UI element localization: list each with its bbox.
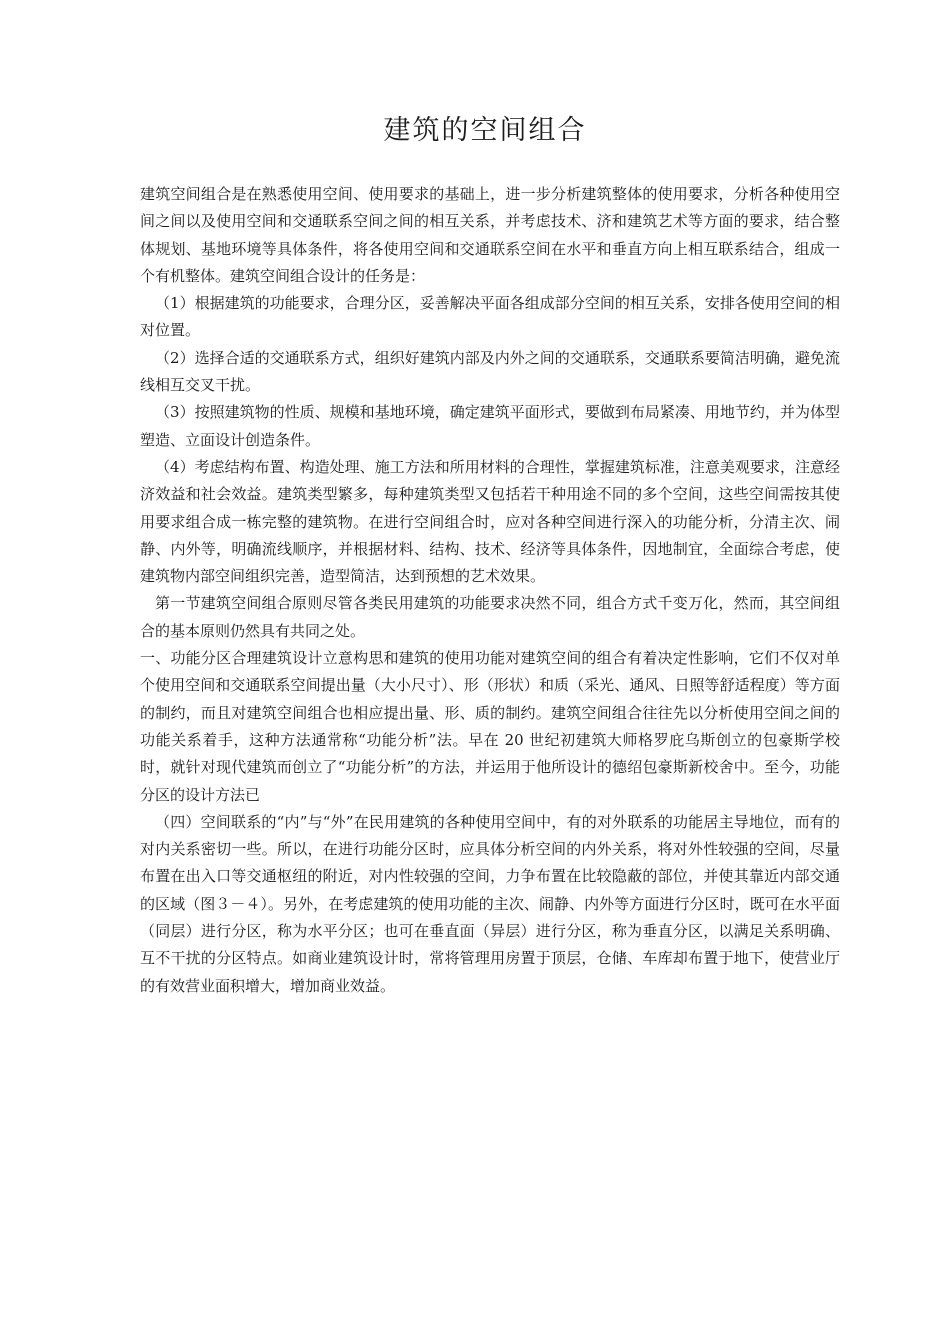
task-item-4: （4）考虑结构布置、构造处理、施工方法和所用材料的合理性，掌握建筑标准，注意美观要求，注意经济效益和社会效益。建筑类型繁多，每种建筑类型又包括若干种用途不同的多个空间，这些空间需按其使用要求组合成一栋完整的建筑物。在进行空间组合时，应对各种空间进行深入的功能分析，分清主次、闹静、内外等，明确流线顺序，并根据材料、结构、技术、经济等具体条件，因地制宜，全面综合考虑，使建筑物内部空间组织完善，造型简洁，达到预想的艺术效果。 bbox=[140, 457, 840, 586]
functional-zoning-paragraph: 一、功能分区合理建筑设计立意构思和建筑的使用功能对建筑空间的组合有着决定性影响，它们不仅对单个使用空间和交通联系空间提出量（大小尺寸）、形（形状）和质（采光、通风、日照等舒适程度）等方面的制约，而且对建筑空间组合也相应提出量、形、质的制约。建筑空间组合往往先以分析使用空间之间的功能关系着手，这种方法通常称“功能分析”法。早在 20 世纪初建筑大师格罗庇乌斯创立的包豪斯学校时，就针对现代建筑而创立了“功能分析”的方法，并运用于他所设计的德绍包豪斯新校舍中。至今，功能分区的设计方法已 bbox=[140, 649, 840, 804]
task-item-1: （1）根据建筑的功能要求，合理分区，妥善解决平面各组成部分空间的相互关系，安排各使用空间的相对位置。 bbox=[140, 294, 840, 340]
intro-paragraph: 建筑空间组合是在熟悉使用空间、使用要求的基础上，进一步分析建筑整体的使用要求，分析各种使用空间之间以及使用空间和交通联系空间之间的相互关系，并考虑技术、济和建筑艺术等方面的要求，结合整体规划、基地环境等具体条件，将各使用空间和交通联系空间在水平和垂直方向上相互联系结合，组成一个有机整体。建筑空间组合设计的任务是： bbox=[140, 185, 840, 285]
task-item-3: （3）按照建筑物的性质、规模和基地环境，确定建筑平面形式，要做到布局紧凑、用地节约，并为体型塑造、立面设计创造条件。 bbox=[140, 403, 840, 449]
document-title: 建筑的空间组合 bbox=[383, 115, 587, 146]
task-item-2: （2）选择合适的交通联系方式，组织好建筑内部及内外之间的交通联系，交通联系要简洁明确，避免流线相互交叉干扰。 bbox=[140, 348, 840, 395]
document-body bbox=[140, 181, 840, 1000]
section-1-paragraph: 第一节建筑空间组合原则尽管各类民用建筑的功能要求决然不同，组合方式千变万化，然而，其空间组合的基本原则仍然具有共同之处。 bbox=[140, 594, 840, 640]
inner-outer-paragraph: （四）空间联系的“内”与“外”在民用建筑的各种使用空间中，有的对外联系的功能居主导地位，而有的对内关系密切一些。所以，在进行功能分区时，应具体分析空间的内外关系，将对外性较强的空间，尽量布置在出入口等交通枢纽的附近，对内性较强的空间，力争布置在比较隐蔽的部位，并使其靠近内部交通的区域（图３－４）。另外，在考虑建筑的使用功能的主次、闹静、内外等方面进行分区时，既可在水平面（同层）进行分区，称为水平分区；也可在垂直面（异层）进行分区，称为垂直分区，以满足关系明确、互不干扰的分区特点。如商业建筑设计时，常将管理用房置于顶层，仓储、车库却布置于地下，使营业厅的有效营业面积增大，增加商业效益。 bbox=[140, 812, 840, 995]
